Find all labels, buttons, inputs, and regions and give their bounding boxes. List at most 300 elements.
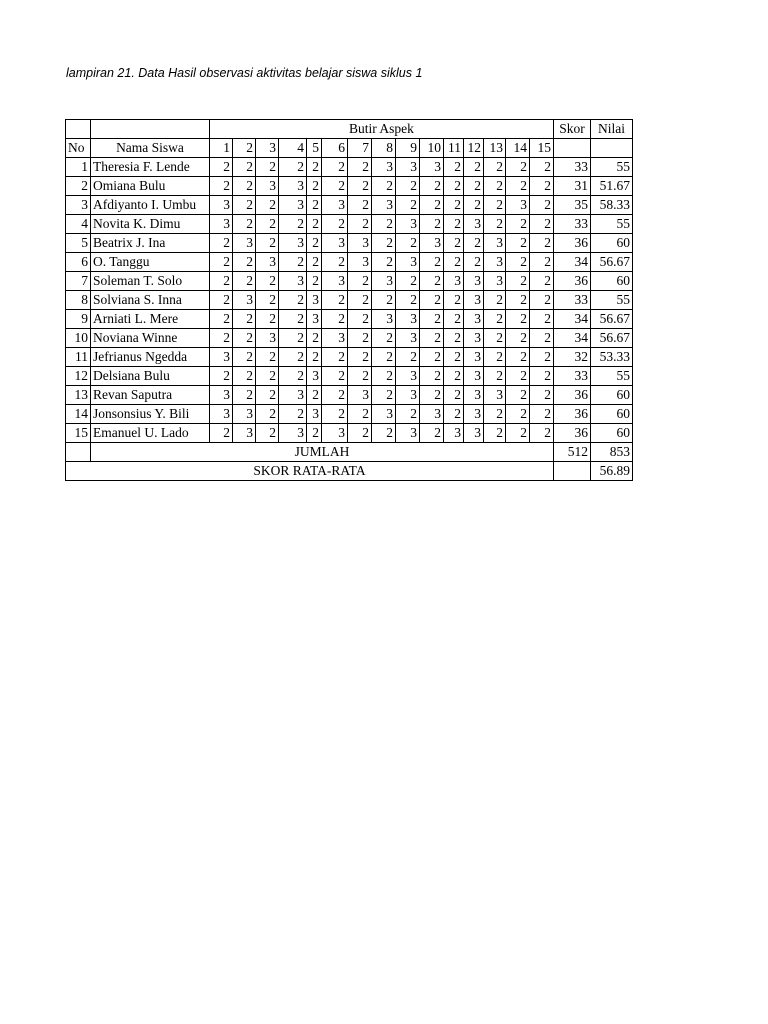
row-aspect-score: 3 (464, 424, 484, 443)
row-aspect-score: 2 (322, 367, 348, 386)
row-aspect-score: 2 (484, 196, 506, 215)
row-aspect-score: 2 (484, 329, 506, 348)
row-aspect-score: 3 (464, 386, 484, 405)
row-student-name: Soleman T. Solo (91, 272, 210, 291)
header-aspect-5: 5 (307, 139, 322, 158)
row-skor: 36 (554, 234, 591, 253)
row-aspect-score: 2 (322, 158, 348, 177)
row-aspect-score: 3 (279, 234, 307, 253)
row-aspect-score: 2 (484, 367, 506, 386)
row-aspect-score: 2 (484, 348, 506, 367)
row-aspect-score: 2 (444, 234, 464, 253)
row-skor: 33 (554, 367, 591, 386)
row-aspect-score: 2 (256, 215, 279, 234)
row-aspect-score: 3 (396, 386, 420, 405)
row-aspect-score: 2 (506, 329, 530, 348)
row-student-name: Afdiyanto I. Umbu (91, 196, 210, 215)
row-aspect-score: 3 (484, 386, 506, 405)
row-aspect-score: 2 (506, 272, 530, 291)
row-aspect-score: 3 (396, 329, 420, 348)
row-aspect-score: 2 (530, 253, 554, 272)
row-aspect-score: 2 (210, 329, 233, 348)
row-no: 7 (66, 272, 91, 291)
row-aspect-score: 2 (348, 329, 372, 348)
row-skor: 35 (554, 196, 591, 215)
row-aspect-score: 3 (464, 310, 484, 329)
row-aspect-score: 3 (372, 272, 396, 291)
row-aspect-score: 3 (484, 253, 506, 272)
row-nilai: 56.67 (591, 253, 633, 272)
row-aspect-score: 3 (464, 272, 484, 291)
row-aspect-score: 3 (307, 405, 322, 424)
row-aspect-score: 3 (279, 196, 307, 215)
row-aspect-score: 2 (396, 272, 420, 291)
row-aspect-score: 3 (348, 253, 372, 272)
row-aspect-score: 2 (256, 272, 279, 291)
row-aspect-score: 2 (233, 367, 256, 386)
header-aspect-6: 6 (322, 139, 348, 158)
row-no: 4 (66, 215, 91, 234)
row-aspect-score: 2 (307, 177, 322, 196)
row-aspect-score: 2 (256, 158, 279, 177)
row-aspect-score: 3 (210, 215, 233, 234)
row-no: 15 (66, 424, 91, 443)
header-aspect-9: 9 (396, 139, 420, 158)
row-aspect-score: 2 (307, 386, 322, 405)
row-student-name: Emanuel U. Lado (91, 424, 210, 443)
row-aspect-score: 2 (348, 405, 372, 424)
table-row (66, 291, 633, 310)
row-aspect-score: 2 (530, 158, 554, 177)
row-skor: 33 (554, 291, 591, 310)
row-aspect-score: 3 (256, 329, 279, 348)
row-student-name: Jefrianus Ngedda (91, 348, 210, 367)
row-aspect-score: 2 (484, 177, 506, 196)
row-aspect-score: 2 (348, 367, 372, 386)
row-aspect-score: 2 (348, 272, 372, 291)
row-aspect-score: 2 (444, 215, 464, 234)
row-aspect-score: 3 (464, 405, 484, 424)
row-aspect-score: 2 (322, 291, 348, 310)
row-skor: 33 (554, 215, 591, 234)
row-aspect-score: 2 (530, 291, 554, 310)
row-aspect-score: 2 (210, 272, 233, 291)
row-aspect-score: 2 (256, 196, 279, 215)
row-no: 5 (66, 234, 91, 253)
row-aspect-score: 3 (307, 291, 322, 310)
row-aspect-score: 2 (506, 253, 530, 272)
header-aspect-15: 15 (530, 139, 554, 158)
row-aspect-score: 2 (307, 196, 322, 215)
row-aspect-score: 2 (372, 348, 396, 367)
header-skor: Skor (554, 120, 591, 139)
row-aspect-score: 3 (420, 405, 444, 424)
row-aspect-score: 3 (233, 405, 256, 424)
row-aspect-score: 2 (444, 158, 464, 177)
table-row (66, 424, 633, 443)
row-aspect-score: 3 (256, 177, 279, 196)
row-aspect-score: 2 (256, 310, 279, 329)
row-no: 11 (66, 348, 91, 367)
row-aspect-score: 2 (420, 386, 444, 405)
row-no: 2 (66, 177, 91, 196)
row-aspect-score: 2 (396, 177, 420, 196)
row-aspect-score: 2 (372, 329, 396, 348)
row-no: 9 (66, 310, 91, 329)
row-aspect-score: 2 (233, 329, 256, 348)
row-no: 6 (66, 253, 91, 272)
row-aspect-score: 2 (464, 253, 484, 272)
total-nilai: 853 (591, 443, 633, 462)
table-row (66, 196, 633, 215)
header-aspect-14: 14 (506, 139, 530, 158)
row-aspect-score: 3 (372, 196, 396, 215)
row-aspect-score: 2 (210, 177, 233, 196)
row-aspect-score: 2 (307, 424, 322, 443)
row-aspect-score: 3 (484, 234, 506, 253)
row-nilai: 55 (591, 291, 633, 310)
row-aspect-score: 3 (396, 424, 420, 443)
header-aspect-4: 4 (279, 139, 307, 158)
row-skor: 31 (554, 177, 591, 196)
row-aspect-score: 3 (464, 348, 484, 367)
table-row (66, 253, 633, 272)
row-aspect-score: 2 (372, 215, 396, 234)
header-nama-siswa: Nama Siswa (91, 139, 210, 158)
table-row (66, 310, 633, 329)
row-aspect-score: 2 (484, 424, 506, 443)
observation-table (65, 119, 633, 481)
row-nilai: 60 (591, 234, 633, 253)
row-aspect-score: 2 (484, 310, 506, 329)
row-no: 10 (66, 329, 91, 348)
row-aspect-score: 2 (307, 348, 322, 367)
row-aspect-score: 2 (307, 158, 322, 177)
header-aspect-7: 7 (348, 139, 372, 158)
row-aspect-score: 2 (256, 291, 279, 310)
row-aspect-score: 2 (420, 177, 444, 196)
total-label: JUMLAH (91, 443, 554, 462)
row-aspect-score: 2 (506, 424, 530, 443)
table-row (66, 348, 633, 367)
row-aspect-score: 2 (322, 177, 348, 196)
row-aspect-score: 3 (372, 310, 396, 329)
row-aspect-score: 2 (420, 329, 444, 348)
header-nilai: Nilai (591, 120, 633, 139)
row-nilai: 56.67 (591, 310, 633, 329)
row-aspect-score: 2 (307, 234, 322, 253)
header-aspect-12: 12 (464, 139, 484, 158)
row-aspect-score: 2 (279, 291, 307, 310)
row-aspect-score: 2 (322, 348, 348, 367)
total-row (66, 443, 633, 462)
row-aspect-score: 2 (210, 253, 233, 272)
row-aspect-score: 2 (322, 310, 348, 329)
row-aspect-score: 2 (307, 329, 322, 348)
row-aspect-score: 2 (420, 196, 444, 215)
table-row (66, 177, 633, 196)
row-aspect-score: 2 (348, 310, 372, 329)
row-nilai: 60 (591, 405, 633, 424)
row-skor: 32 (554, 348, 591, 367)
row-aspect-score: 2 (420, 215, 444, 234)
row-aspect-score: 2 (444, 348, 464, 367)
row-aspect-score: 2 (372, 367, 396, 386)
row-aspect-score: 2 (233, 177, 256, 196)
row-student-name: O. Tanggu (91, 253, 210, 272)
row-no: 12 (66, 367, 91, 386)
header-aspect-2: 2 (233, 139, 256, 158)
row-aspect-score: 3 (396, 310, 420, 329)
table-row (66, 405, 633, 424)
row-nilai: 53.33 (591, 348, 633, 367)
row-aspect-score: 2 (210, 367, 233, 386)
row-aspect-score: 2 (506, 367, 530, 386)
row-aspect-score: 3 (233, 234, 256, 253)
header-aspect-13: 13 (484, 139, 506, 158)
row-no: 8 (66, 291, 91, 310)
row-aspect-score: 2 (506, 348, 530, 367)
row-aspect-score: 2 (396, 234, 420, 253)
table-row (66, 158, 633, 177)
row-aspect-score: 2 (484, 215, 506, 234)
row-aspect-score: 2 (233, 158, 256, 177)
row-aspect-score: 2 (233, 196, 256, 215)
row-aspect-score: 2 (372, 424, 396, 443)
table-row (66, 272, 633, 291)
row-student-name: Novita K. Dimu (91, 215, 210, 234)
table-row (66, 386, 633, 405)
row-aspect-score: 2 (279, 367, 307, 386)
row-aspect-score: 2 (530, 424, 554, 443)
row-aspect-score: 2 (420, 367, 444, 386)
row-aspect-score: 2 (530, 272, 554, 291)
row-aspect-score: 2 (506, 405, 530, 424)
row-aspect-score: 3 (322, 272, 348, 291)
row-no: 3 (66, 196, 91, 215)
row-aspect-score: 3 (444, 272, 464, 291)
header-aspect-1: 1 (210, 139, 233, 158)
row-aspect-score: 2 (396, 196, 420, 215)
row-aspect-score: 2 (256, 386, 279, 405)
row-aspect-score: 3 (464, 215, 484, 234)
average-label: SKOR RATA-RATA (66, 462, 554, 481)
row-aspect-score: 2 (506, 310, 530, 329)
row-aspect-score: 2 (464, 177, 484, 196)
row-aspect-score: 2 (444, 329, 464, 348)
row-nilai: 55 (591, 158, 633, 177)
row-aspect-score: 2 (506, 386, 530, 405)
row-aspect-score: 2 (396, 405, 420, 424)
row-aspect-score: 3 (307, 367, 322, 386)
row-aspect-score: 2 (484, 291, 506, 310)
header-aspect-8: 8 (372, 139, 396, 158)
row-aspect-score: 2 (444, 291, 464, 310)
row-aspect-score: 2 (372, 291, 396, 310)
row-aspect-score: 2 (420, 310, 444, 329)
row-aspect-score: 3 (322, 424, 348, 443)
row-aspect-score: 2 (444, 367, 464, 386)
row-aspect-score: 2 (348, 291, 372, 310)
row-aspect-score: 3 (279, 272, 307, 291)
row-aspect-score: 2 (396, 291, 420, 310)
row-aspect-score: 2 (530, 348, 554, 367)
row-aspect-score: 2 (420, 253, 444, 272)
row-nilai: 60 (591, 386, 633, 405)
row-aspect-score: 2 (530, 215, 554, 234)
row-aspect-score: 2 (307, 253, 322, 272)
table-row (66, 367, 633, 386)
row-aspect-score: 2 (256, 405, 279, 424)
average-row (66, 462, 633, 481)
row-no: 1 (66, 158, 91, 177)
row-aspect-score: 3 (420, 234, 444, 253)
row-aspect-score: 2 (372, 253, 396, 272)
row-aspect-score: 2 (210, 291, 233, 310)
row-aspect-score: 2 (530, 405, 554, 424)
row-aspect-score: 2 (464, 158, 484, 177)
header-group-row (66, 120, 633, 139)
row-aspect-score: 2 (233, 386, 256, 405)
row-aspect-score: 2 (348, 177, 372, 196)
row-student-name: Arniati L. Mere (91, 310, 210, 329)
row-aspect-score: 3 (464, 291, 484, 310)
table-row (66, 234, 633, 253)
row-aspect-score: 2 (279, 253, 307, 272)
row-aspect-score: 2 (506, 215, 530, 234)
row-aspect-score: 3 (279, 386, 307, 405)
row-skor: 36 (554, 424, 591, 443)
row-aspect-score: 2 (444, 253, 464, 272)
row-aspect-score: 2 (396, 348, 420, 367)
row-aspect-score: 2 (484, 158, 506, 177)
row-aspect-score: 2 (372, 386, 396, 405)
row-student-name: Solviana S. Inna (91, 291, 210, 310)
row-aspect-score: 2 (444, 405, 464, 424)
row-skor: 34 (554, 253, 591, 272)
row-aspect-score: 3 (396, 253, 420, 272)
row-aspect-score: 2 (464, 196, 484, 215)
row-aspect-score: 2 (210, 310, 233, 329)
row-aspect-score: 3 (396, 367, 420, 386)
document-caption: lampiran 21. Data Hasil observasi aktivitas belajar siswa siklus 1 (66, 66, 423, 80)
row-aspect-score: 3 (256, 253, 279, 272)
row-aspect-score: 2 (530, 386, 554, 405)
row-aspect-score: 2 (322, 253, 348, 272)
row-aspect-score: 3 (210, 405, 233, 424)
row-nilai: 55 (591, 215, 633, 234)
row-skor: 34 (554, 310, 591, 329)
row-aspect-score: 2 (530, 177, 554, 196)
row-aspect-score: 2 (530, 234, 554, 253)
row-student-name: Delsiana Bulu (91, 367, 210, 386)
row-aspect-score: 2 (233, 348, 256, 367)
row-aspect-score: 2 (233, 310, 256, 329)
row-skor: 36 (554, 272, 591, 291)
average-nilai: 56.89 (591, 462, 633, 481)
row-student-name: Revan Saputra (91, 386, 210, 405)
row-aspect-score: 2 (444, 386, 464, 405)
row-aspect-score: 2 (444, 310, 464, 329)
row-skor: 36 (554, 405, 591, 424)
header-butir-aspek: Butir Aspek (210, 120, 554, 139)
row-aspect-score: 2 (506, 234, 530, 253)
row-aspect-score: 2 (233, 272, 256, 291)
row-aspect-score: 3 (279, 424, 307, 443)
row-aspect-score: 2 (530, 329, 554, 348)
row-aspect-score: 2 (322, 386, 348, 405)
row-aspect-score: 2 (279, 310, 307, 329)
row-aspect-score: 3 (484, 272, 506, 291)
row-aspect-score: 2 (372, 177, 396, 196)
total-skor: 512 (554, 443, 591, 462)
row-aspect-score: 2 (279, 405, 307, 424)
row-aspect-score: 3 (322, 234, 348, 253)
row-aspect-score: 2 (530, 367, 554, 386)
row-student-name: Jonsonsius Y. Bili (91, 405, 210, 424)
row-aspect-score: 2 (444, 177, 464, 196)
row-nilai: 51.67 (591, 177, 633, 196)
row-aspect-score: 3 (372, 158, 396, 177)
row-aspect-score: 3 (372, 405, 396, 424)
row-aspect-score: 2 (484, 405, 506, 424)
row-aspect-score: 3 (279, 177, 307, 196)
row-aspect-score: 3 (420, 158, 444, 177)
row-nilai: 60 (591, 272, 633, 291)
row-aspect-score: 2 (348, 424, 372, 443)
row-aspect-score: 2 (210, 158, 233, 177)
row-skor: 36 (554, 386, 591, 405)
row-aspect-score: 2 (348, 158, 372, 177)
header-skor-blank (554, 139, 591, 158)
row-aspect-score: 2 (307, 215, 322, 234)
row-aspect-score: 2 (420, 272, 444, 291)
row-skor: 33 (554, 158, 591, 177)
row-aspect-score: 2 (464, 234, 484, 253)
row-aspect-score: 2 (444, 196, 464, 215)
row-aspect-score: 2 (530, 310, 554, 329)
row-aspect-score: 2 (233, 253, 256, 272)
row-student-name: Beatrix J. Ina (91, 234, 210, 253)
row-aspect-score: 2 (372, 234, 396, 253)
row-aspect-score: 3 (233, 424, 256, 443)
row-aspect-score: 3 (210, 196, 233, 215)
row-aspect-score: 3 (464, 329, 484, 348)
row-nilai: 56.67 (591, 329, 633, 348)
row-aspect-score: 2 (322, 405, 348, 424)
row-aspect-score: 2 (256, 367, 279, 386)
average-skor-blank (554, 462, 591, 481)
row-aspect-score: 2 (530, 196, 554, 215)
row-aspect-score: 3 (396, 215, 420, 234)
row-nilai: 55 (591, 367, 633, 386)
header-blank-no (66, 120, 91, 139)
row-aspect-score: 2 (256, 234, 279, 253)
row-aspect-score: 2 (279, 329, 307, 348)
row-aspect-score: 2 (420, 348, 444, 367)
row-aspect-score: 3 (396, 158, 420, 177)
row-aspect-score: 3 (506, 196, 530, 215)
row-aspect-score: 3 (348, 234, 372, 253)
header-aspect-10: 10 (420, 139, 444, 158)
row-aspect-score: 3 (348, 386, 372, 405)
row-aspect-score: 3 (210, 348, 233, 367)
row-aspect-score: 2 (348, 196, 372, 215)
row-skor: 34 (554, 329, 591, 348)
row-aspect-score: 3 (210, 386, 233, 405)
total-blank (66, 443, 91, 462)
row-student-name: Noviana Winne (91, 329, 210, 348)
